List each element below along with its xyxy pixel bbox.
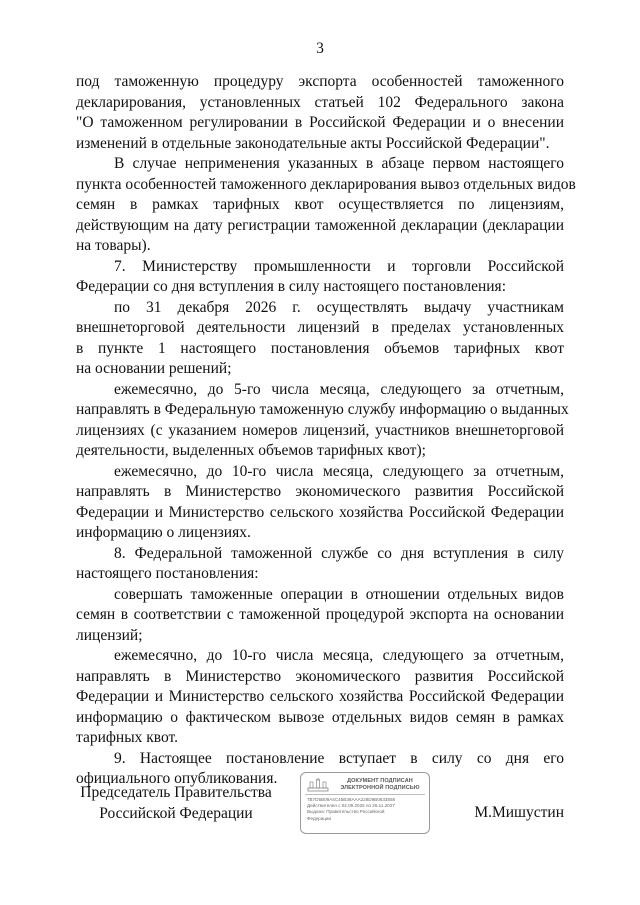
text-line: пункта особенностей таможенного декларирования вывоз отдельных видов xyxy=(76,175,576,193)
text-line: под таможенную процедуру экспорта особенностей таможенного xyxy=(76,73,564,90)
stamp-title-line2: ЭЛЕКТРОННОЙ ПОДПИСЬЮ xyxy=(340,784,420,791)
text-line: на товары). xyxy=(76,237,151,254)
stamp-divider xyxy=(305,794,425,795)
paragraph xyxy=(76,544,564,585)
text-line: настоящего постановления: xyxy=(76,565,259,582)
text-line: ежемесячно, до 10-го числа месяца, следующего за отчетным, xyxy=(114,462,564,480)
text-line: Федерации и Министерство сельского хозяйства Российской Федерации xyxy=(76,688,564,705)
text-line: ежемесячно, до 10-го числа месяца, следующего за отчетным, xyxy=(114,647,564,664)
text-line: внешнеторговой деятельности лицензий в пределах установленных xyxy=(76,319,564,336)
text-line: 7. Министерству промышленности и торговли Российской xyxy=(114,257,564,275)
stamp-validity: Действителен с 02.09.2026 по 26.11.2027 xyxy=(307,803,395,809)
text-line: семян в рамках тарифных квот осуществляется по лицензиям, xyxy=(76,196,564,213)
paragraph xyxy=(76,154,576,257)
stamp-certificate: 7B7D5B09A4C45B39AAA228D9B0633558 xyxy=(307,797,396,802)
signatory-name: М.Мишустин xyxy=(474,804,564,821)
paragraph xyxy=(76,585,564,647)
text-line: официального опубликования. xyxy=(76,770,278,787)
text-line: декларирования, установленных статьей 102 Федерального закона xyxy=(76,93,564,111)
stamp-details xyxy=(307,797,425,822)
stamp-title xyxy=(335,778,425,791)
text-line: 9. Настоящее постановление вступает в силу со дня его xyxy=(114,749,564,767)
text-line: на основании решений; xyxy=(76,360,232,377)
text-line: по 31 декабря 2026 г. осуществлять выдачу участникам xyxy=(114,298,564,316)
text-line: совершать таможенные операции в отношении отдельных видов xyxy=(114,585,564,603)
text-line: тарифных квот. xyxy=(76,729,179,746)
text-line: изменений в отдельные законодательные акты Российской Федерации". xyxy=(76,134,550,152)
text-line: лицензий; xyxy=(76,626,143,644)
text-line: семян в соответствии с таможенной процедурой экспорта на основании xyxy=(76,606,564,623)
text-line: 8. Федеральной таможенной службе со дня вступления в силу xyxy=(114,544,564,562)
stamp-title-line1: ДОКУМЕНТ ПОДПИСАН xyxy=(347,778,413,784)
text-line: "О таможенном регулировании в Российской Федерации и о внесении xyxy=(76,114,564,131)
body-text xyxy=(76,72,576,790)
electronic-signature-stamp xyxy=(300,772,430,834)
text-line: лицензиях (с указанием номеров лицензий, участников внешнеторговой xyxy=(76,421,564,439)
signatory-position-line1: Председатель Правительства xyxy=(80,784,272,801)
text-line: Федерации и Министерство сельского хозяйства Российской Федерации xyxy=(76,503,564,521)
text-line: информацию о лицензиях. xyxy=(76,524,251,541)
text-line: ежемесячно, до 5-го числа месяца, следующего за отчетным, xyxy=(114,380,564,398)
paragraph xyxy=(76,257,564,298)
text-line: информацию о фактическом вывозе отдельных видов семян в рамках xyxy=(76,708,564,726)
paragraph xyxy=(76,298,564,380)
coat-of-arms-icon xyxy=(307,778,329,792)
paragraph xyxy=(76,380,569,462)
page-number: 3 xyxy=(316,40,324,57)
paragraph xyxy=(76,72,564,154)
signatory-position xyxy=(76,783,276,824)
text-line: направлять в Федеральную таможенную службу информацию о выданных xyxy=(76,401,569,418)
text-line: деятельности, выделенных объемов тарифных квот); xyxy=(76,442,426,459)
signatory-position-line2: Российской Федерации xyxy=(99,804,253,822)
text-line: в пункте 1 настоящего постановления объемов тарифных квот xyxy=(76,339,564,357)
paragraph xyxy=(76,646,564,749)
stamp-issued-to-line1: Выдана: Правительство Российской xyxy=(307,809,385,815)
text-line: направлять в Министерство экономического развития Российской xyxy=(76,483,564,500)
text-line: направлять в Министерство экономического развития Российской xyxy=(76,667,564,685)
paragraph xyxy=(76,462,564,544)
text-line: действующим на дату регистрации таможенной декларации (декларации xyxy=(76,216,564,234)
stamp-issued-to-line2: Федерации xyxy=(307,815,332,821)
text-line: В случае неприменения указанных в абзаце первом настоящего xyxy=(114,155,564,172)
text-line: Федерации со дня вступления в силу настоящего постановления: xyxy=(76,278,506,295)
